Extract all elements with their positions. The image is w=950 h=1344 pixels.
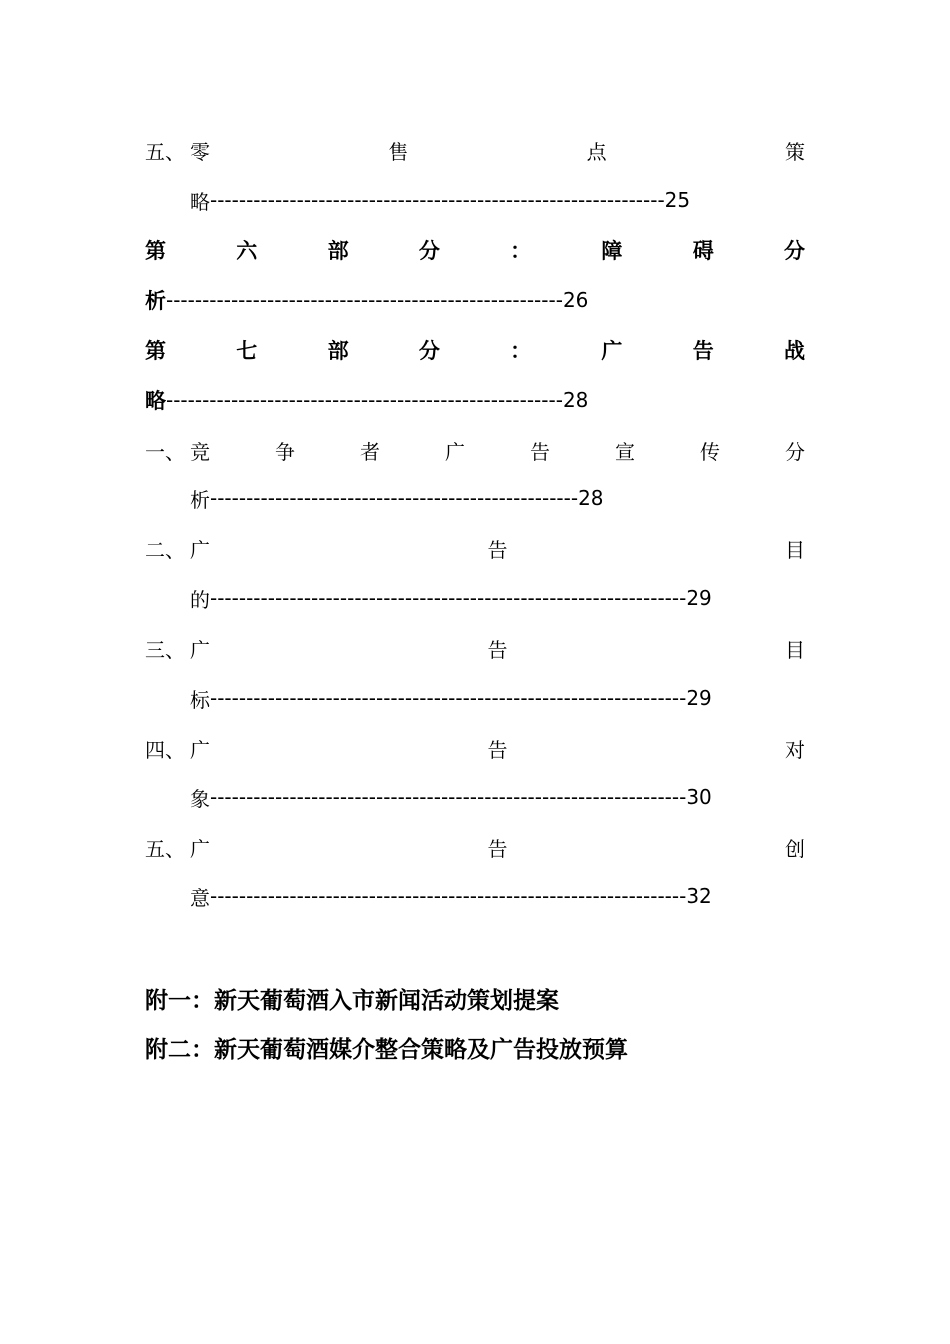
toc-entry-ad-audience <box>145 728 805 768</box>
toc-entry-continuation <box>190 180 690 220</box>
toc-cont-char: 析 <box>145 288 166 313</box>
toc-entry-ad-creative <box>145 827 805 867</box>
toc-entry-part6 <box>145 230 805 270</box>
toc-char: 障 <box>601 238 623 263</box>
toc-char: 广 <box>190 637 210 662</box>
toc-char: 广 <box>190 836 210 861</box>
toc-char: 碍 <box>692 238 714 263</box>
toc-prefix: 五、 <box>145 836 185 861</box>
toc-char: 告 <box>487 737 508 762</box>
toc-leader: ------------------------------------------------------------------ <box>210 785 687 809</box>
toc-leader: ------------------------------------------------------- <box>166 388 563 412</box>
toc-leader: --------------------------------------------------- <box>210 486 579 510</box>
toc-cont-char: 意 <box>190 885 210 910</box>
toc-char: 第 <box>145 338 166 363</box>
toc-title-spread <box>190 136 805 165</box>
toc-char: 传 <box>700 439 720 464</box>
toc-char: ： <box>510 338 532 363</box>
toc-page-number: 32 <box>686 884 712 908</box>
toc-entry-competitor-ads <box>145 430 805 470</box>
toc-prefix: 四、 <box>145 737 185 762</box>
toc-char: 分 <box>783 238 805 263</box>
toc-char: 战 <box>783 338 805 363</box>
toc-char: 售 <box>388 139 409 164</box>
toc-title-spread <box>190 534 805 563</box>
toc-entry-continuation <box>145 280 588 320</box>
toc-leader: ------------------------------------------------------------------ <box>210 686 687 710</box>
toc-title-spread <box>190 734 805 763</box>
toc-cont-char: 析 <box>190 487 210 512</box>
toc-char: 零 <box>190 139 210 164</box>
toc-entry-continuation <box>190 777 712 817</box>
toc-char: 创 <box>785 836 805 861</box>
toc-cont-char: 象 <box>190 786 210 811</box>
toc-entry-ad-goal <box>145 628 805 668</box>
toc-leader: ------------------------------------------------------- <box>166 288 563 312</box>
toc-page-number: 28 <box>562 388 589 412</box>
toc-char: 对 <box>785 737 805 762</box>
toc-title-spread <box>190 833 805 862</box>
toc-char: 宣 <box>615 439 635 464</box>
toc-cont-char: 的 <box>190 587 210 612</box>
toc-leader: ------------------------------------------------------------------ <box>210 586 687 610</box>
toc-char: 广 <box>445 439 465 464</box>
toc-char: 广 <box>601 338 623 363</box>
appendix-1-title: 附一：新天葡萄酒入市新闻活动策划提案 <box>145 987 559 1014</box>
toc-char: 竞 <box>190 439 210 464</box>
toc-leader: --------------------------------------------------------------- <box>210 188 665 212</box>
toc-page-number: 25 <box>664 188 691 212</box>
toc-page-number: 29 <box>686 686 712 710</box>
toc-prefix: 三、 <box>145 637 185 662</box>
toc-char: 分 <box>785 439 805 464</box>
toc-char: 广 <box>190 537 210 562</box>
toc-char: 告 <box>487 537 508 562</box>
toc-prefix: 一、 <box>145 439 185 464</box>
toc-char: 广 <box>190 737 210 762</box>
toc-page-number: 30 <box>686 785 712 809</box>
toc-entry-continuation <box>190 578 712 618</box>
toc-page-number: 28 <box>578 486 604 510</box>
toc-entry-retail-strategy <box>145 130 805 170</box>
toc-char: 告 <box>692 338 714 363</box>
toc-char: 争 <box>275 439 295 464</box>
toc-entry-continuation <box>190 876 712 916</box>
toc-char: ： <box>510 238 532 263</box>
toc-char: 告 <box>487 836 508 861</box>
toc-char: 第 <box>145 238 166 263</box>
toc-char: 七 <box>236 338 258 363</box>
toc-char: 目 <box>785 537 805 562</box>
toc-entry-ad-purpose <box>145 528 805 568</box>
toc-char: 策 <box>784 139 805 164</box>
toc-leader: ------------------------------------------------------------------ <box>210 884 687 908</box>
toc-page-number: 26 <box>562 288 589 312</box>
toc-char: 目 <box>785 637 805 662</box>
toc-page-number: 29 <box>686 586 712 610</box>
toc-entry-part7 <box>145 330 805 370</box>
toc-title-spread <box>190 436 805 465</box>
toc-char: 告 <box>530 439 550 464</box>
toc-entry-continuation <box>190 478 604 518</box>
appendix-2-title: 附二：新天葡萄酒媒介整合策略及广告投放预算 <box>145 1036 628 1063</box>
toc-cont-char: 标 <box>190 687 210 712</box>
toc-title-spread <box>190 634 805 663</box>
toc-char: 分 <box>418 338 440 363</box>
toc-char: 部 <box>327 238 349 263</box>
toc-char: 六 <box>236 238 258 263</box>
toc-entry-continuation <box>145 380 588 420</box>
toc-char: 者 <box>360 439 380 464</box>
toc-char: 告 <box>487 637 508 662</box>
toc-entry-continuation <box>190 678 712 718</box>
toc-prefix: 二、 <box>145 537 185 562</box>
toc-char: 点 <box>586 139 607 164</box>
toc-char: 分 <box>418 238 440 263</box>
toc-prefix: 五、 <box>145 139 185 164</box>
toc-cont-char: 略 <box>145 388 166 413</box>
toc-char: 部 <box>327 338 349 363</box>
toc-cont-char: 略 <box>190 189 210 214</box>
